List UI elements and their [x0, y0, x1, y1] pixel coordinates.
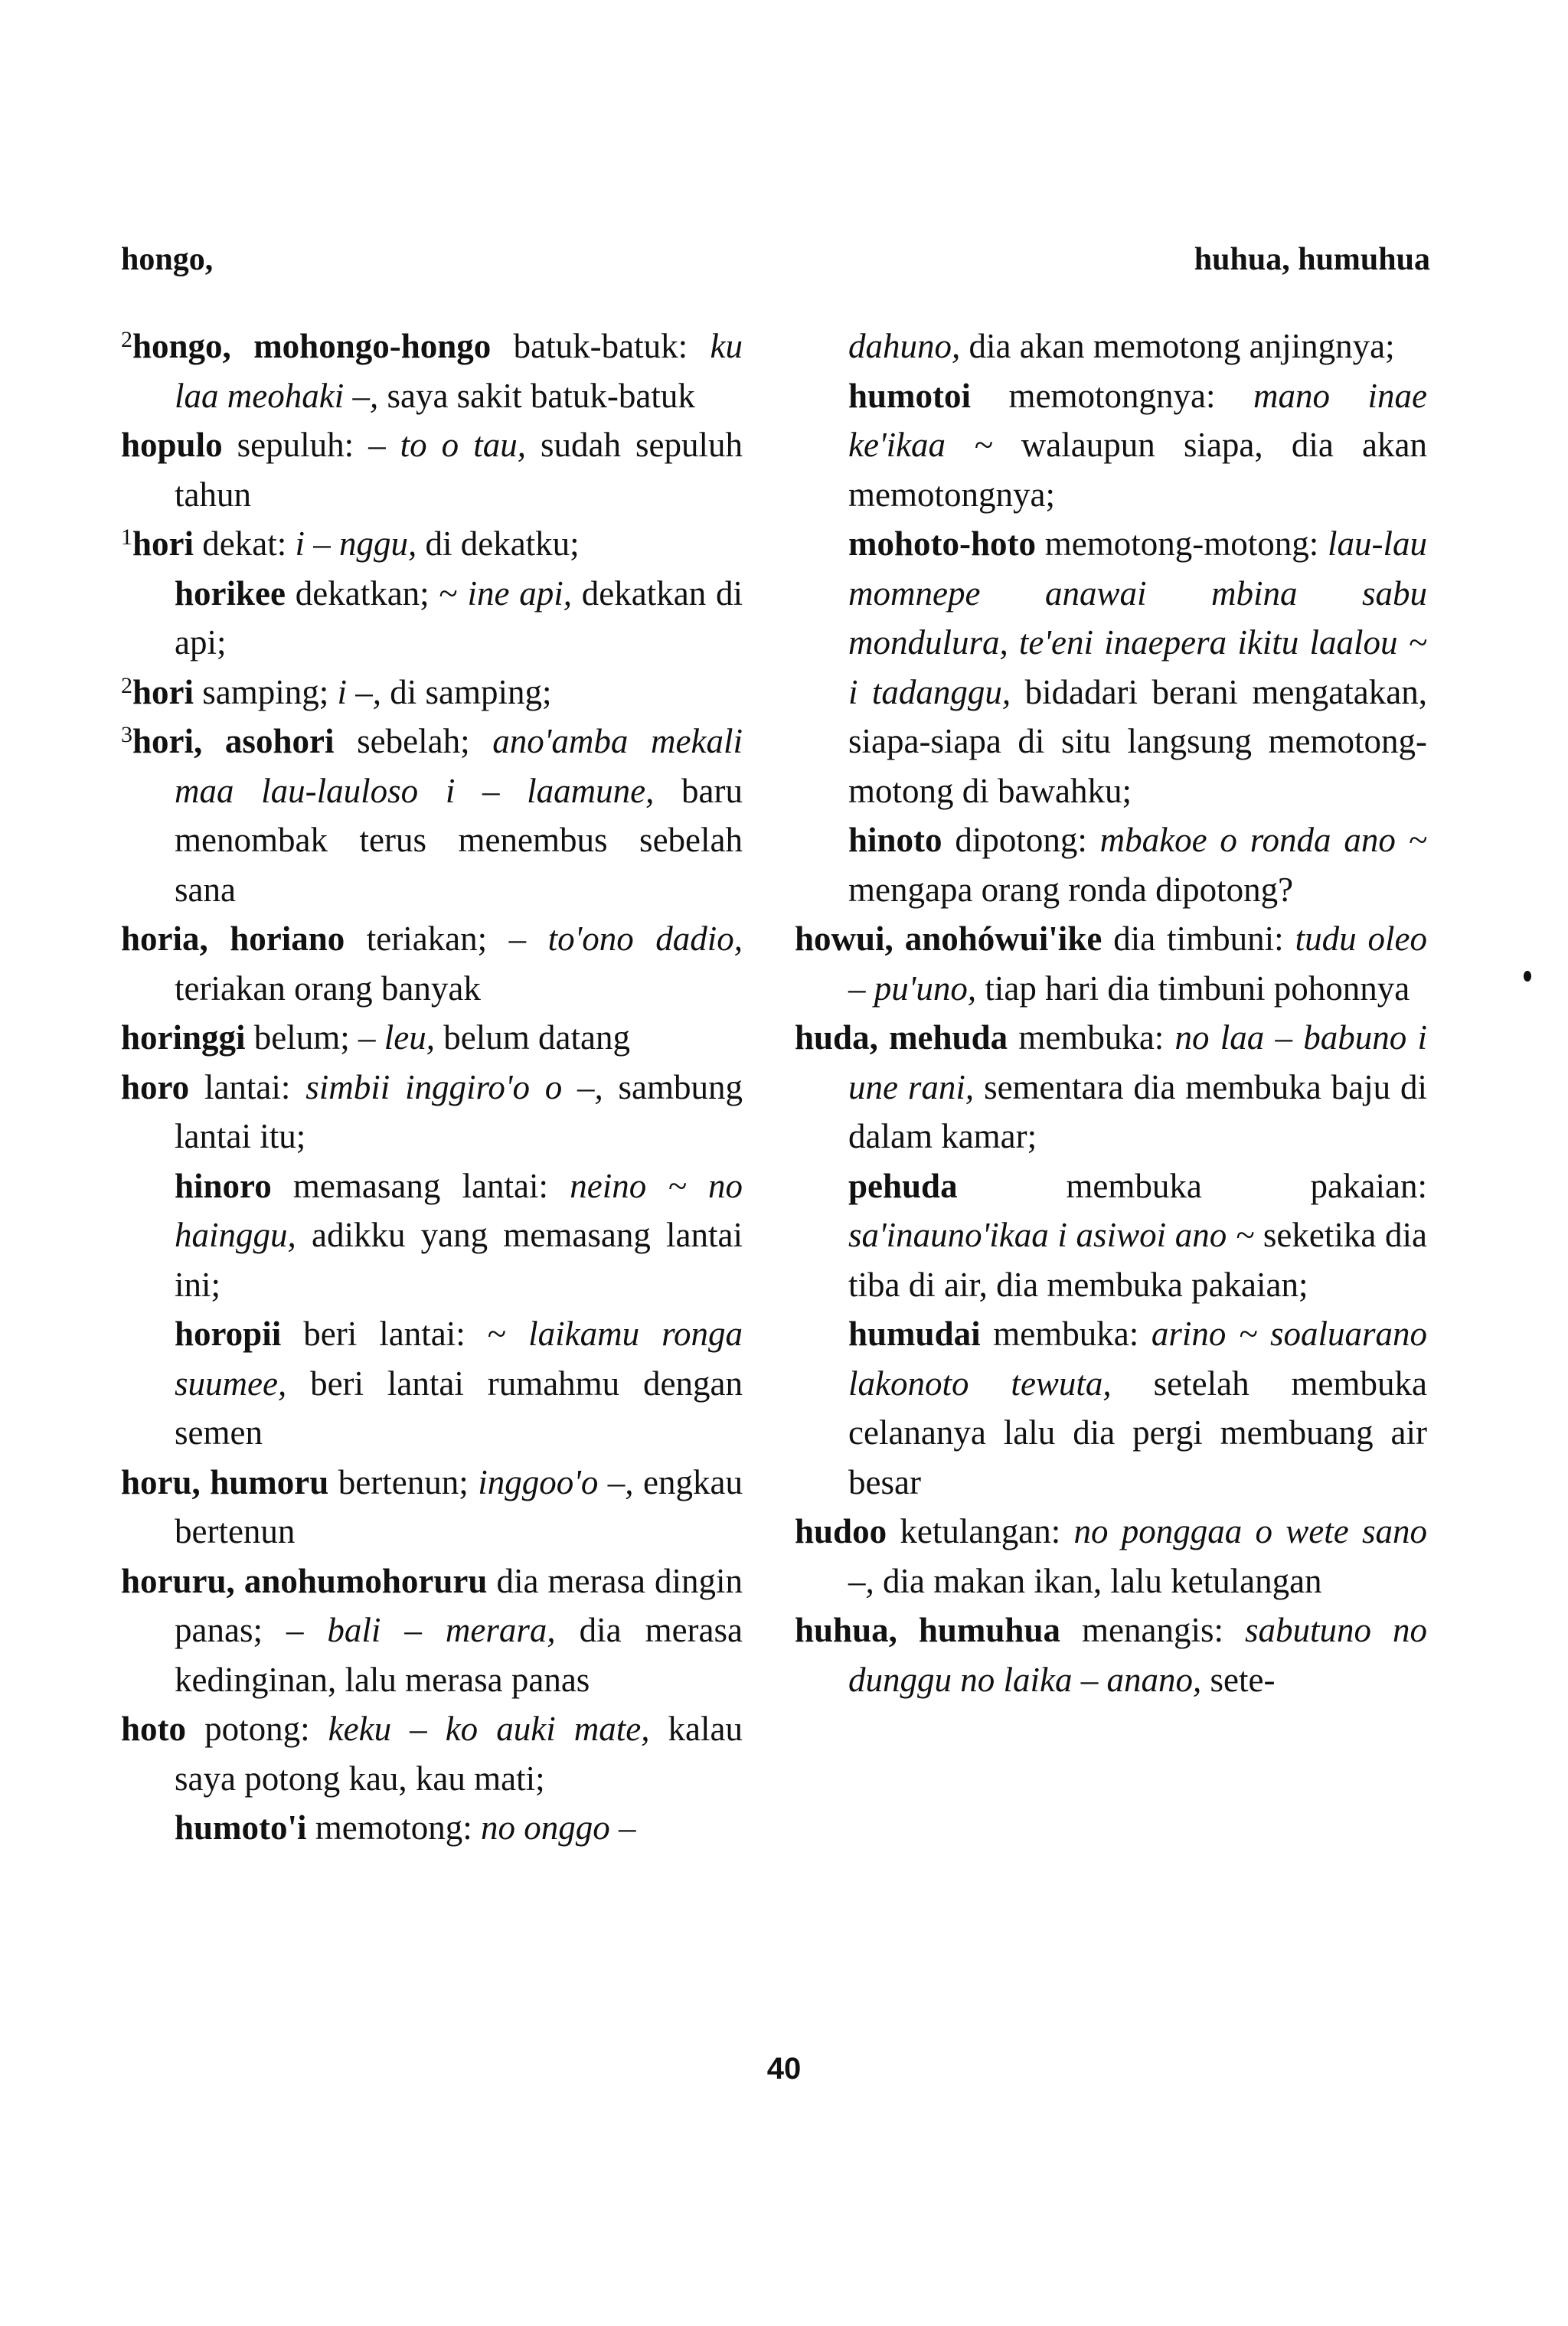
definition-text: tiap hari dia timbuni pohonnya — [976, 969, 1410, 1008]
example-phrase: sabutuno no dunggu no laika – anano, — [848, 1611, 1428, 1699]
headword: hinoro — [175, 1166, 272, 1205]
definition-text: sementara dia membuka baju di dalam kamar; — [848, 1067, 1427, 1155]
headword: horinggi — [121, 1018, 246, 1057]
definition-text: teriakan; – — [345, 920, 548, 958]
headword: huhua, humuhua — [795, 1611, 1060, 1649]
example-phrase: to'ono dadio, — [547, 920, 743, 958]
sub-entry — [795, 1161, 1427, 1310]
sub-entry — [795, 815, 1427, 914]
headword: horo — [121, 1067, 190, 1106]
example-phrase: dahuno, — [848, 327, 961, 365]
headword: mohoto-hoto — [848, 524, 1036, 563]
definition-text: batuk-batuk: — [491, 327, 710, 365]
dictionary-entry — [121, 1063, 743, 1161]
headword: hudoo — [795, 1512, 887, 1550]
homonym-number: 2 — [121, 672, 132, 698]
definition-text: walaupun siapa, dia akan memotongnya; — [848, 426, 1427, 514]
headword: hongo, mohongo-hongo — [132, 327, 492, 365]
dictionary-entry — [121, 1557, 743, 1705]
headword: hori — [132, 672, 194, 711]
definition-text: setelah membuka celananya lalu dia pergi membuang air besar — [848, 1364, 1427, 1501]
definition-text: dia akan memotong anjingnya; — [960, 327, 1395, 365]
example-phrase: arino ~ soaluarano lakonoto tewuta, — [848, 1315, 1427, 1403]
dictionary-entry — [121, 1458, 743, 1557]
definition-text: di dekatku; — [416, 524, 580, 563]
example-phrase: no onggo – — [481, 1808, 636, 1847]
dictionary-entry — [795, 1013, 1427, 1161]
definition-text: sepuluh: – — [222, 426, 400, 464]
example-phrase: to o tau, — [400, 426, 526, 464]
example-phrase: i – nggu, — [295, 524, 417, 563]
definition-text: memotong: — [306, 1808, 482, 1847]
headword: hopulo — [121, 426, 223, 464]
example-phrase: ano'amba mekali maa lau-lauloso i – laamune, — [175, 722, 743, 810]
definition-text: memotongnya: — [971, 376, 1253, 415]
sub-entry — [795, 1309, 1427, 1507]
definition-text: dekatkan di api; — [175, 573, 743, 662]
definition-text: di samping; — [381, 672, 552, 711]
dictionary-entry — [121, 420, 743, 519]
headword: hinoto — [848, 821, 942, 859]
sub-entry — [121, 1161, 743, 1310]
definition-text: sudah sepuluh tahun — [175, 426, 743, 514]
definition-text: baru menombak terus menembus sebelah sana — [175, 771, 743, 909]
headword: horia, horiano — [121, 920, 345, 958]
headword: howui, anohówui'ike — [795, 920, 1102, 958]
definition-text: adikku yang memasang lantai ini; — [175, 1216, 743, 1304]
dictionary-entry — [795, 1606, 1427, 1704]
definition-text: kalau saya potong kau, kau mati; — [175, 1710, 743, 1798]
running-header-right: huhua, humuhua — [1194, 242, 1430, 277]
dictionary-entry — [795, 1507, 1427, 1606]
sub-entry — [121, 569, 743, 668]
dictionary-entry — [795, 914, 1427, 1013]
definition-text: teriakan orang banyak — [175, 969, 481, 1008]
definition-text: sete- — [1201, 1660, 1276, 1699]
dictionary-entry — [121, 914, 743, 1013]
sub-entry — [121, 1309, 743, 1458]
definition-text: sebelah; — [334, 722, 493, 760]
headword: humudai — [848, 1315, 981, 1353]
page-number: 40 — [766, 2052, 802, 2086]
definition-text: dekatkan; ~ — [285, 573, 468, 613]
definition-text: dia merasa dingin panas; – — [175, 1561, 743, 1649]
homonym-number: 3 — [121, 722, 132, 747]
headword: hoto — [121, 1710, 187, 1748]
definition-text: seketika dia tiba di air, dia membuka pakaian; — [848, 1216, 1427, 1304]
left-column — [121, 322, 743, 1853]
margin-speck — [1524, 971, 1531, 982]
example-phrase: laikamu ronga suumee, — [175, 1315, 743, 1403]
definition-text: engkau bertenun — [175, 1462, 743, 1550]
definition-text: belum datang — [435, 1018, 630, 1057]
example-phrase: mano inae ke'ikaa ~ — [848, 376, 1427, 464]
headword: horu, humoru — [121, 1462, 329, 1501]
running-header-left: hongo, — [121, 242, 214, 277]
example-phrase: no ponggaa o wete sano –, — [848, 1512, 1427, 1600]
definition-text: beri lantai: ~ — [281, 1315, 529, 1353]
dictionary-entry — [121, 668, 743, 717]
definition-text: menangis: — [1060, 1611, 1245, 1649]
definition-text: samping; — [194, 672, 338, 711]
headword: horopii — [175, 1315, 282, 1353]
headword: pehuda — [848, 1166, 958, 1205]
definition-text: saya sakit batuk-batuk — [378, 376, 695, 415]
example-phrase: i –, — [337, 672, 382, 711]
definition-text: bidadari berani mengatakan, siapa-siapa di situ langsung memotong-motong di bawahku; — [848, 672, 1427, 810]
definition-text: dipotong: — [942, 821, 1100, 859]
example-phrase: leu, — [384, 1018, 436, 1057]
sub-entry — [121, 1803, 743, 1853]
definition-text: sambung lantai itu; — [175, 1067, 743, 1155]
headword: humoto'i — [175, 1808, 307, 1847]
example-phrase: ku laa meohaki –, — [175, 327, 743, 415]
definition-text: mengapa orang ronda dipotong? — [848, 870, 1294, 909]
example-phrase: tudu oleo – pu'uno, — [848, 920, 1427, 1008]
definition-text: potong: — [186, 1710, 328, 1748]
definition-text: belum; – — [245, 1018, 384, 1057]
definition-text: membuka pakaian: — [957, 1166, 1427, 1205]
example-phrase: keku – ko auki mate, — [328, 1710, 650, 1748]
headword: hori — [132, 524, 194, 563]
definition-text: ketulangan: — [887, 1512, 1074, 1550]
dictionary-entry — [121, 1704, 743, 1803]
entry-continuation — [795, 322, 1427, 371]
homonym-number: 2 — [121, 327, 132, 352]
dictionary-entry — [121, 322, 743, 420]
dictionary-entry — [121, 717, 743, 914]
definition-text: bertenun; — [328, 1462, 479, 1501]
definition-text: beri lantai rumahmu dengan semen — [175, 1364, 743, 1452]
example-phrase: mbakoe o ronda ano ~ — [1099, 821, 1427, 859]
example-phrase: sa'inauno'ikaa i asiwoi ano ~ — [848, 1216, 1255, 1254]
headword: horikee — [175, 573, 286, 613]
definition-text: membuka: — [980, 1315, 1152, 1353]
definition-text: dia makan ikan, lalu ketulangan — [874, 1561, 1322, 1600]
headword: horuru, anohumohoruru — [121, 1561, 488, 1600]
headword: huda, mehuda — [795, 1018, 1008, 1057]
definition-text: dekat: — [194, 524, 296, 563]
sub-entry — [795, 371, 1427, 520]
dictionary-entry — [121, 519, 743, 569]
example-phrase: inggoo'o –, — [478, 1462, 634, 1501]
homonym-number: 1 — [121, 524, 132, 550]
example-phrase: neino ~ no hainggu, — [175, 1166, 743, 1254]
headword: humotoi — [848, 376, 972, 415]
definition-text: dia merasa kedinginan, lalu merasa panas — [175, 1611, 743, 1699]
example-phrase: no laa – babuno i une rani, — [848, 1018, 1427, 1106]
example-phrase: ine api, — [467, 573, 573, 613]
sub-entry — [795, 519, 1427, 815]
example-phrase: bali – merara, — [327, 1611, 556, 1649]
definition-text: memasang lantai: — [271, 1166, 570, 1205]
example-phrase: simbii inggiro'o o –, — [305, 1067, 603, 1106]
right-column — [795, 322, 1427, 1704]
example-phrase: lau-lau momnepe anawai mbina sabu mondulura, te'eni inaepera ikitu laalou ~ i tadanggu, — [848, 524, 1427, 711]
definition-text: memotong-motong: — [1036, 524, 1328, 563]
dictionary-entry — [121, 1013, 743, 1063]
definition-text: dia timbuni: — [1102, 920, 1295, 958]
definition-text: membuka: — [1008, 1018, 1175, 1057]
headword: hori, asohori — [132, 722, 335, 760]
definition-text: lantai: — [189, 1067, 306, 1106]
